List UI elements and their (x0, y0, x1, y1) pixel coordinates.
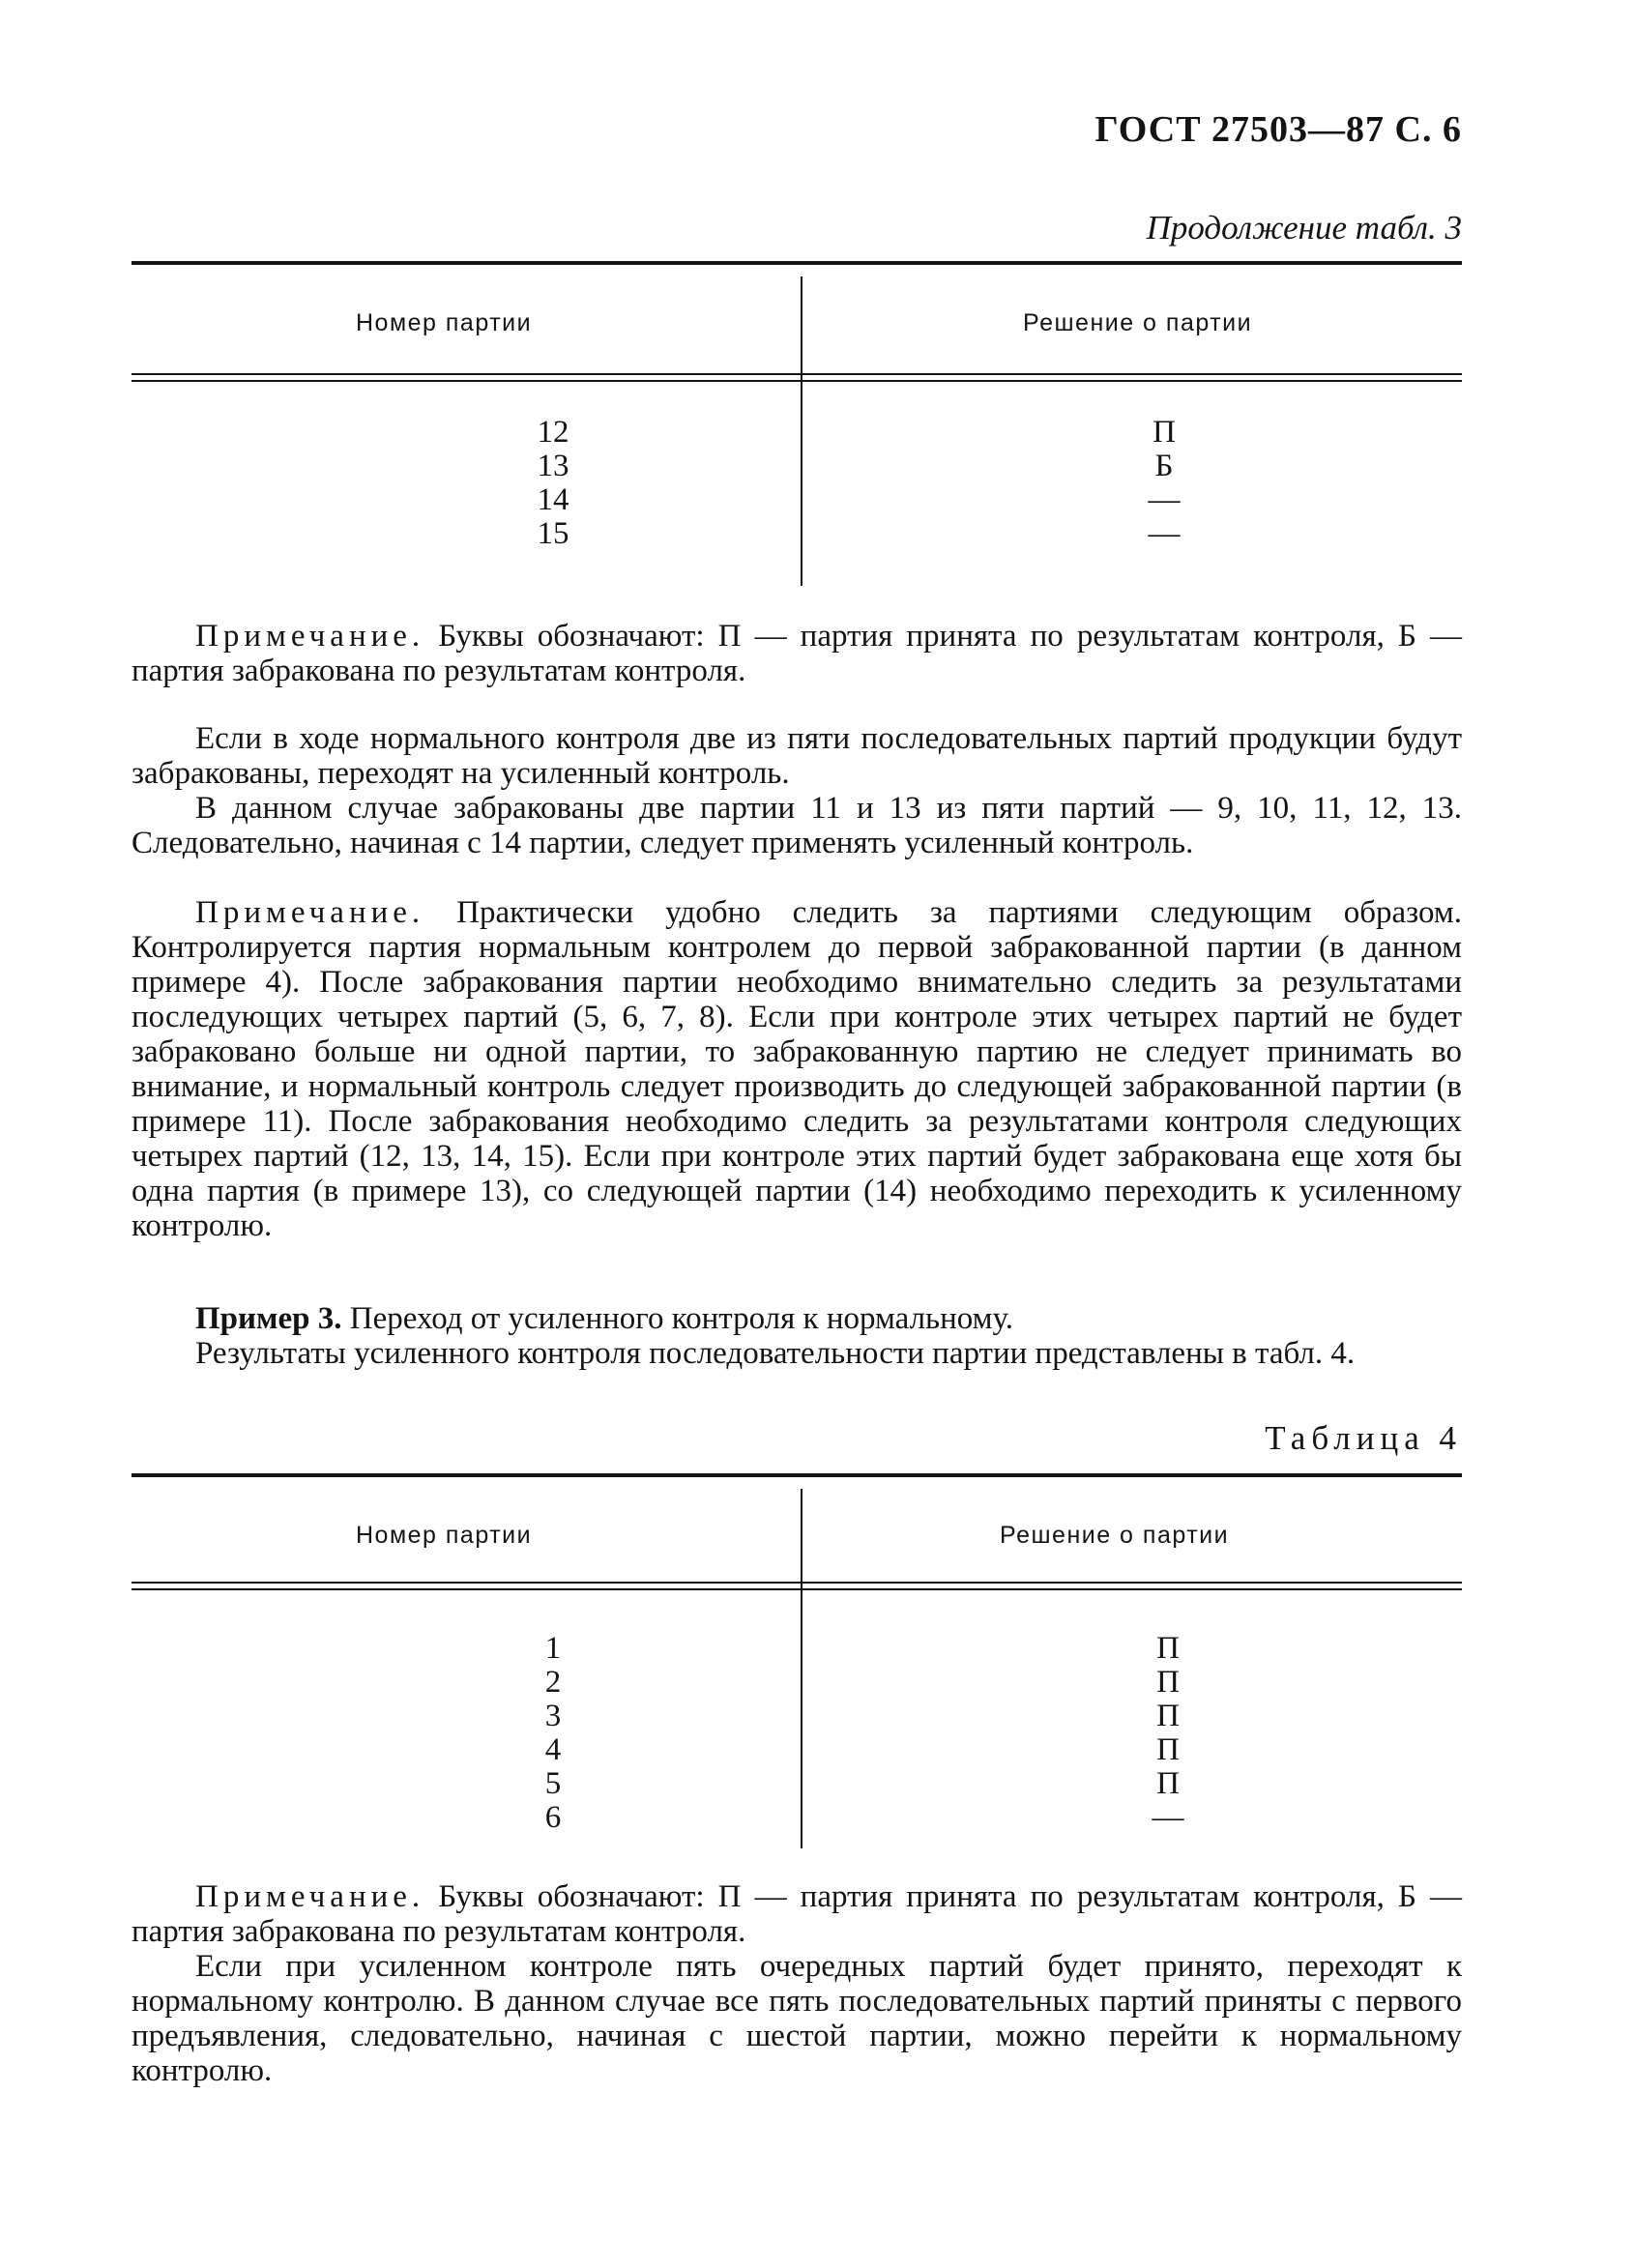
table-cell: 12 (537, 415, 569, 450)
example-text: Переход от усиленного контроля к нормальному. (349, 1301, 1013, 1336)
table-header-batch-number: Номер партии (356, 1522, 533, 1549)
table-3 (131, 261, 1462, 586)
note-text: Практически удобно следить за партиями следующим образом. Контролируется партия нормальным контролем до первой забракованной партии (в данном примере 4). После забракования партии необходимо внимательно следить за результатами последующих четырех партий (5, 6, 7, 8). Если при контроле этих четырех партий не будет забраковано больше ни одной партии, то забракованную партию не следует принимать во внимание, и нормальный контроль следует производить до следующей забракованной партии (в примере 11). После забракования необходимо следить за результатами контроля следующих четырех партий (12, 13, 14, 15). Если при контроле этих партий будет забракована еще хотя бы одна партия (в примере 13), со следующей партии (14) необходимо переходить к усиленному контролю. (131, 895, 1463, 1243)
note-label: Примечание. (195, 619, 425, 654)
paragraph-3: Результаты усиленного контроля последовательности партии представлены в табл. 4. (195, 1336, 1356, 1371)
table-cell: — (1148, 516, 1181, 551)
example-3 (131, 1301, 1462, 1336)
table-cell: 5 (544, 1766, 562, 1801)
table-column-divider (801, 1489, 802, 1848)
table-cell: П (1156, 1732, 1180, 1767)
note-text: Буквы обозначают: П — партия принята по результатам контроля, Б — партия забракована по результатам контроля. (131, 1879, 1462, 1949)
note-label: Примечание. (195, 895, 425, 930)
table-cell: П (1153, 415, 1176, 450)
page-header: ГОСТ 27503—87 С. 6 (1094, 109, 1462, 150)
table-cell: 1 (544, 1631, 562, 1666)
table4-caption: Таблица 4 (1265, 1419, 1462, 1457)
table-cell: — (1152, 1800, 1184, 1835)
paragraph-1: Если в ходе нормального контроля две из пяти последовательных партий продукции будут забракованы, переходят на усиленный контроль. (131, 721, 1462, 791)
table-cell: П (1156, 1766, 1180, 1801)
table-header-decision: Решение о партии (1000, 1522, 1230, 1549)
table-cell: 3 (544, 1699, 562, 1733)
note-1 (131, 619, 1462, 688)
table-4 (131, 1473, 1462, 1848)
table3-caption: Продолжение табл. 3 (1146, 209, 1462, 247)
table-cell: П (1156, 1631, 1180, 1666)
decision-column (1116, 416, 1212, 551)
table-cell: 4 (544, 1732, 562, 1767)
table-cell: П (1156, 1699, 1180, 1733)
note-3 (131, 1879, 1462, 1949)
note-2 (131, 895, 1462, 1243)
table-header-decision: Решение о партии (1023, 309, 1253, 336)
decision-column (1120, 1632, 1216, 1835)
table-cell: 13 (537, 449, 569, 483)
table-cell: 2 (544, 1665, 562, 1700)
table-cell: 6 (544, 1800, 562, 1835)
paragraph-2: В данном случае забракованы две партии 11 и 13 из пяти партий — 9, 10, 11, 12, 13. Следовательно, начиная с 14 партии, следует применять усиленный контроль. (131, 791, 1462, 860)
table-cell: 14 (537, 482, 569, 517)
batch-number-column (505, 1632, 601, 1835)
table-cell: 15 (537, 516, 569, 551)
table-header-batch-number: Номер партии (356, 309, 533, 336)
example-label: Пример 3. (195, 1301, 342, 1336)
note-label: Примечание. (195, 1879, 425, 1914)
table-column-divider (801, 276, 802, 586)
table-top-rule (131, 261, 1462, 265)
table-cell: — (1148, 482, 1181, 517)
table-top-rule (131, 1473, 1462, 1477)
batch-number-column (505, 416, 601, 551)
table-cell: П (1156, 1665, 1180, 1700)
paragraph-4: Если при усиленном контроле пять очередных партий будет принято, переходят к нормальному контролю. В данном случае все пять последовательных партий приняты с первого предъявления, следовательно, начиная с шестой партии, можно перейти к нормальному контролю. (131, 1949, 1462, 2088)
table-cell: Б (1154, 449, 1174, 483)
note-text: Буквы обозначают: П — партия принята по результатам контроля, Б — партия забракована по результатам контроля. (131, 619, 1462, 688)
table-header-rule (131, 373, 1462, 382)
table-header-rule (131, 1582, 1462, 1590)
